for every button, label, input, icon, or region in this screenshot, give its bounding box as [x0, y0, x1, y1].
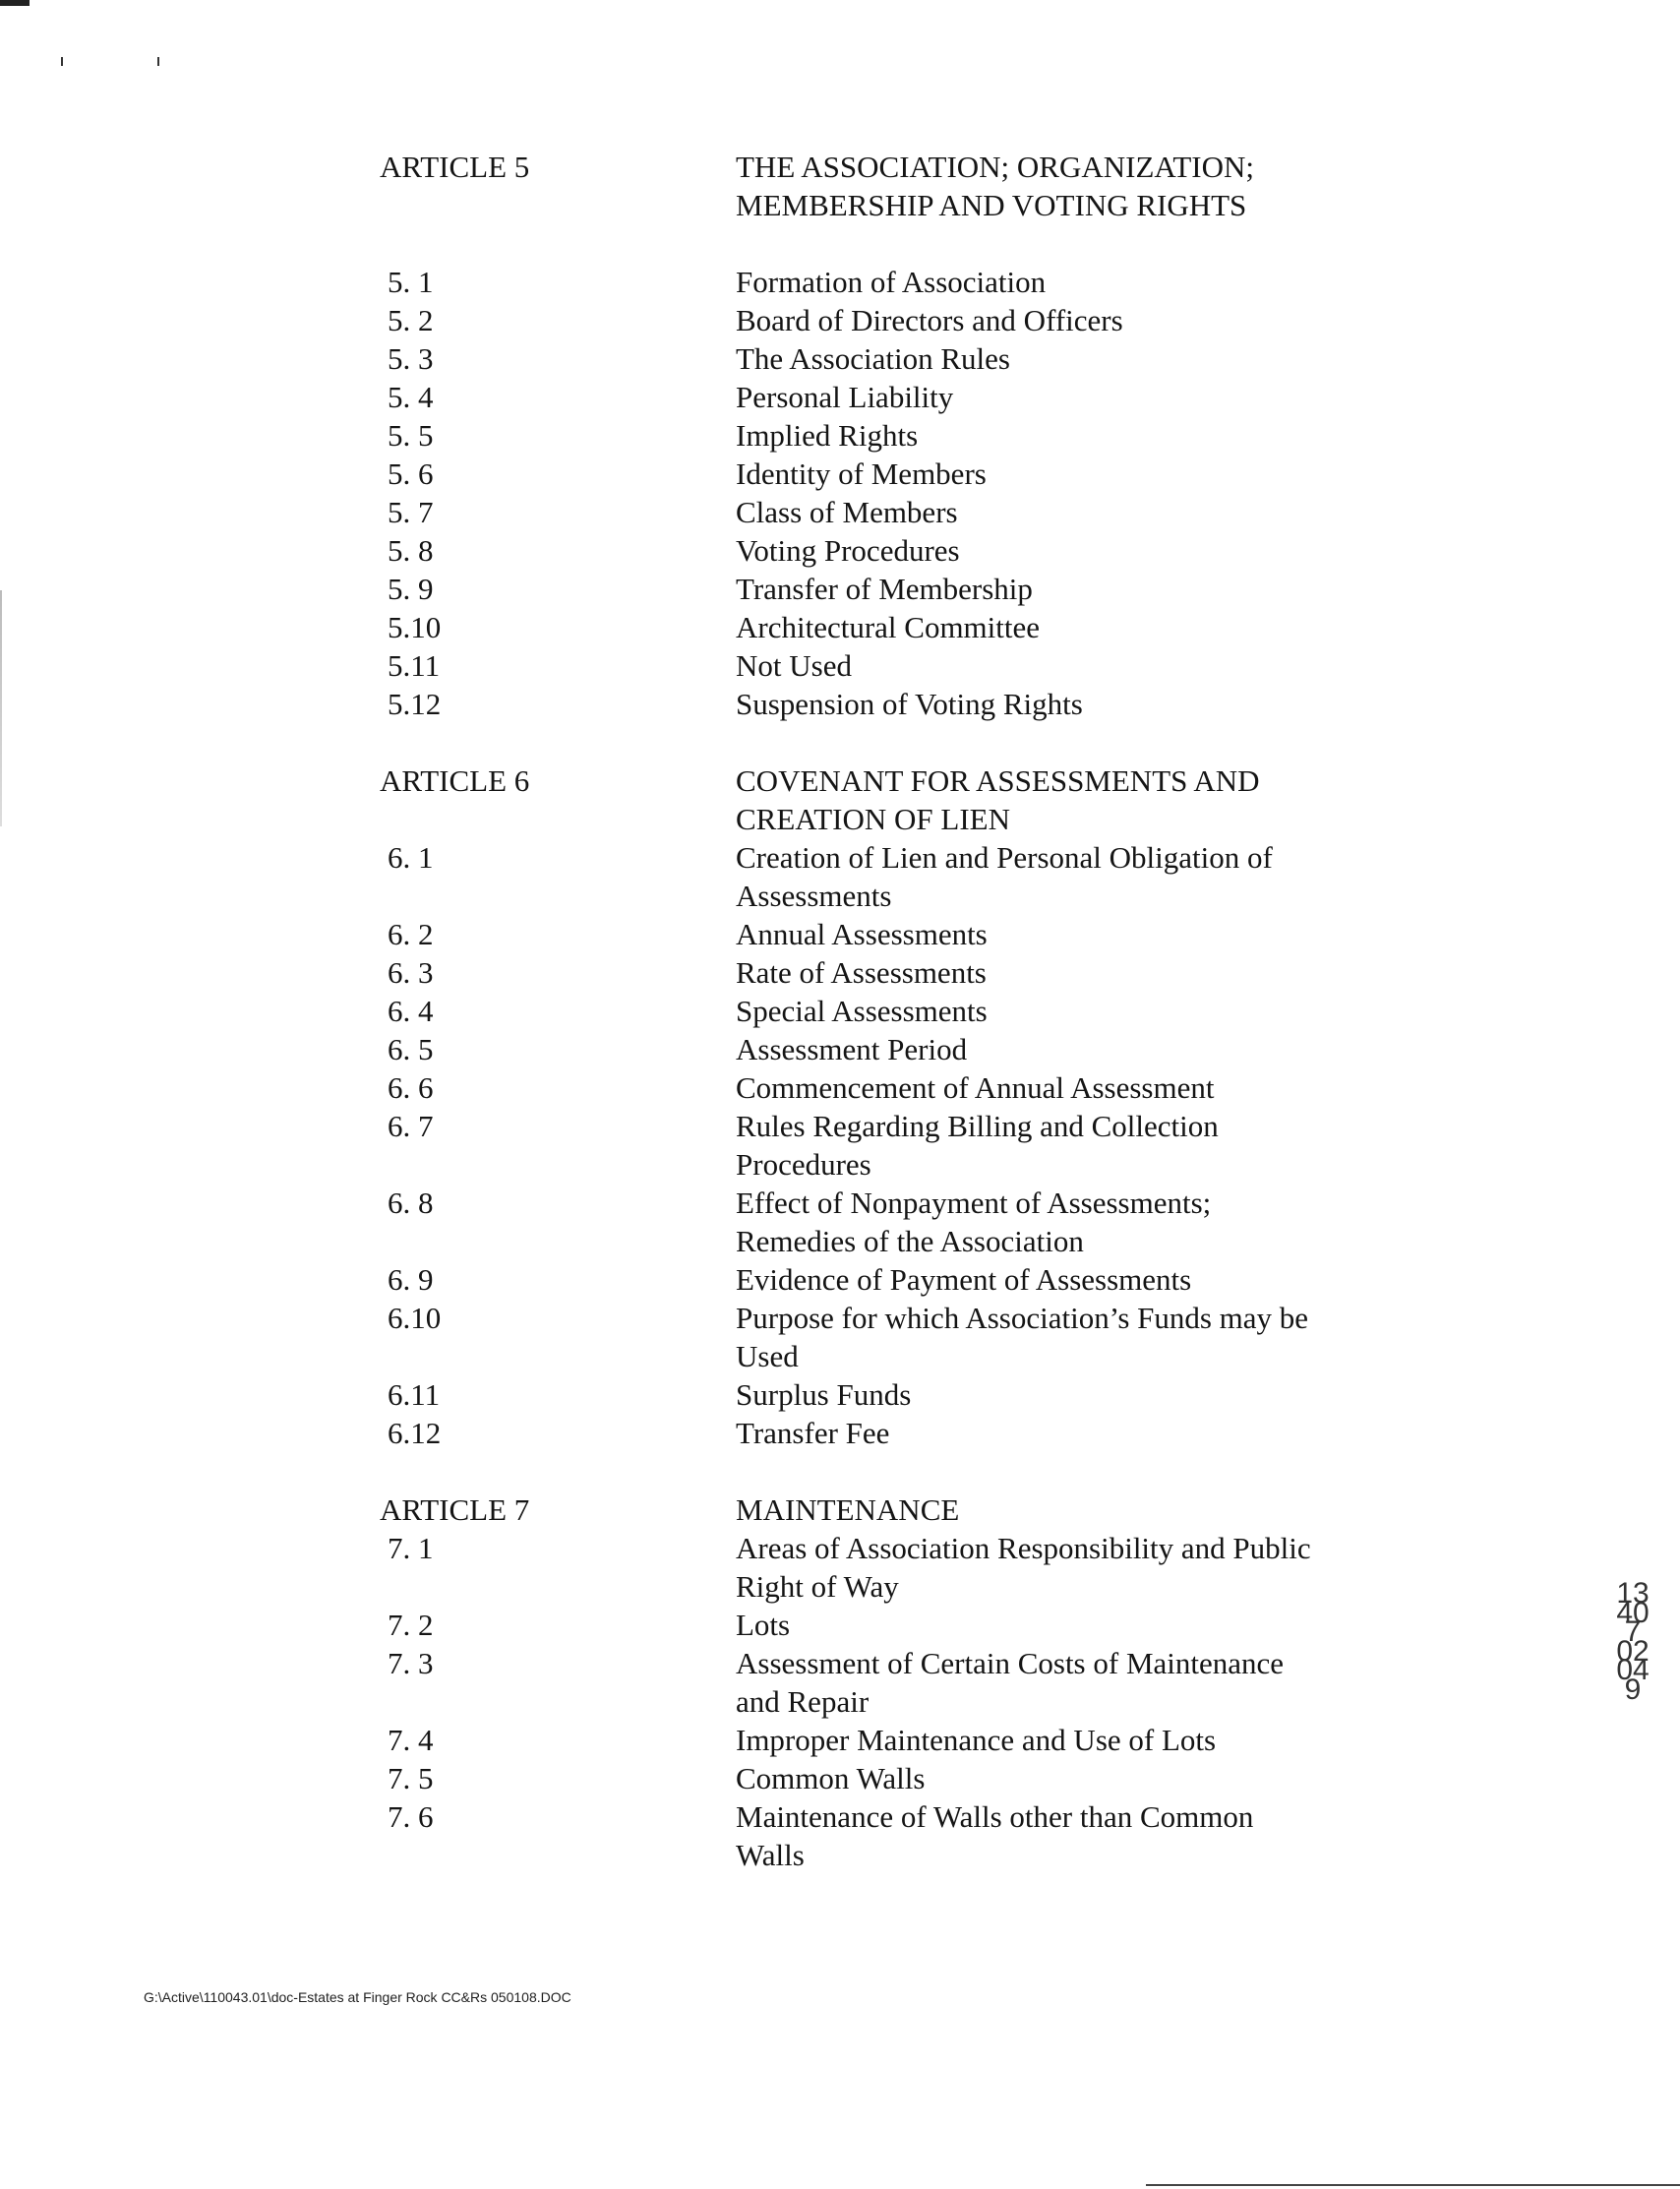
section-title: Annual Assessments [736, 917, 988, 951]
section-number: 6. 2 [388, 917, 434, 951]
section-title: Improper Maintenance and Use of Lots [736, 1723, 1217, 1757]
list-item [380, 953, 1363, 992]
section-number: 7. 4 [388, 1723, 434, 1757]
section-title: Implied Rights [736, 418, 919, 453]
article-number: ARTICLE 6 [380, 763, 530, 798]
list-item [380, 1299, 1363, 1375]
list-item [380, 1260, 1363, 1299]
section-title: Assessment of Certain Costs of Maintenance and Repair [736, 1646, 1285, 1719]
list-item [380, 1030, 1363, 1068]
list-item [380, 378, 1363, 416]
section-title: Evidence of Payment of Assessments [736, 1262, 1192, 1297]
section-number: 6. 9 [388, 1262, 434, 1297]
scan-speck [157, 57, 159, 66]
section-number: 5. 8 [388, 533, 434, 568]
list-item [380, 301, 1363, 339]
article-section [380, 1490, 1363, 1874]
section-number: 5. 7 [388, 495, 434, 529]
article-title: COVENANT FOR ASSESSMENTS AND CREATION OF LIEN [736, 763, 1260, 836]
list-item [380, 992, 1363, 1030]
document-recording-number: 13407 02049 [1616, 1577, 1650, 1706]
article-heading-row [380, 148, 1363, 224]
section-number: 6. 1 [388, 840, 434, 875]
section-title: Personal Liability [736, 380, 954, 414]
article-number: ARTICLE 7 [380, 1492, 530, 1527]
section-number: 6.12 [388, 1416, 442, 1450]
article-heading-row [380, 1490, 1363, 1529]
section-title: Rate of Assessments [736, 955, 987, 990]
article-section [380, 761, 1363, 1452]
list-item [380, 263, 1363, 301]
section-number: 5. 4 [388, 380, 434, 414]
section-number: 5. 6 [388, 456, 434, 491]
section-title: Not Used [736, 648, 852, 683]
footer-file-path: G:\Active\110043.01\doc-Estates at Finger Rock CC&Rs 050108.DOC [144, 1989, 571, 2005]
article-section [380, 148, 1363, 723]
section-number: 6. 6 [388, 1070, 434, 1105]
article-heading-row [380, 761, 1363, 838]
section-number: 6. 8 [388, 1186, 434, 1220]
section-number: 6.10 [388, 1301, 442, 1335]
list-item [380, 416, 1363, 455]
section-title: Effect of Nonpayment of Assessments; Remedies of the Association [736, 1186, 1212, 1258]
list-item [380, 1375, 1363, 1414]
section-title: Assessment Period [736, 1032, 968, 1066]
section-number: 5. 1 [388, 265, 434, 299]
section-title: Voting Procedures [736, 533, 960, 568]
list-item [380, 1184, 1363, 1260]
section-number: 7. 2 [388, 1608, 434, 1642]
section-title: Suspension of Voting Rights [736, 687, 1083, 721]
list-item [380, 838, 1363, 915]
section-title: Purpose for which Association’s Funds may be Used [736, 1301, 1309, 1373]
list-item [380, 570, 1363, 608]
section-title: Rules Regarding Billing and Collection Procedures [736, 1109, 1219, 1182]
article-title: MAINTENANCE [736, 1492, 960, 1527]
scan-mark [0, 0, 30, 6]
list-item [380, 1414, 1363, 1452]
section-number: 7. 5 [388, 1761, 434, 1795]
list-item [380, 1107, 1363, 1184]
section-number: 5.10 [388, 610, 442, 644]
list-item [380, 455, 1363, 493]
list-item [380, 1068, 1363, 1107]
section-number: 7. 1 [388, 1531, 434, 1565]
section-number: 6. 5 [388, 1032, 434, 1066]
section-number: 6. 7 [388, 1109, 434, 1143]
list-item [380, 646, 1363, 685]
list-item [380, 1606, 1363, 1644]
section-number: 7. 3 [388, 1646, 434, 1680]
section-number: 5.12 [388, 687, 442, 721]
section-number: 6. 3 [388, 955, 434, 990]
scan-edge-line [0, 590, 2, 826]
list-item [380, 1797, 1363, 1874]
article-number: ARTICLE 5 [380, 150, 530, 184]
section-number: 7. 6 [388, 1799, 434, 1834]
section-title: Commencement of Annual Assessment [736, 1070, 1215, 1105]
section-number: 5.11 [388, 648, 441, 683]
section-number: 5. 9 [388, 572, 434, 606]
article-title: THE ASSOCIATION; ORGANIZATION; MEMBERSHIP AND VOTING RIGHTS [736, 150, 1254, 222]
section-number: 5. 2 [388, 303, 434, 337]
section-title: Class of Members [736, 495, 958, 529]
spacer [380, 224, 1363, 263]
list-item [380, 1644, 1363, 1721]
section-title: Board of Directors and Officers [736, 303, 1123, 337]
section-title: Common Walls [736, 1761, 926, 1795]
list-item [380, 685, 1363, 723]
section-title: Transfer of Membership [736, 572, 1033, 606]
section-title: The Association Rules [736, 341, 1010, 376]
scan-speck [61, 57, 63, 66]
section-title: Areas of Association Responsibility and Public Right of Way [736, 1531, 1311, 1604]
list-item [380, 915, 1363, 953]
section-title: Creation of Lien and Personal Obligation of Assessments [736, 840, 1273, 913]
list-item [380, 608, 1363, 646]
table-of-contents [380, 148, 1363, 1913]
section-number: 5. 3 [388, 341, 434, 376]
section-title: Identity of Members [736, 456, 987, 491]
section-title: Maintenance of Walls other than Common Walls [736, 1799, 1254, 1872]
section-title: Formation of Association [736, 265, 1047, 299]
list-item [380, 339, 1363, 378]
list-item [380, 493, 1363, 531]
section-number: 6. 4 [388, 994, 434, 1028]
section-title: Architectural Committee [736, 610, 1041, 644]
scan-edge-line [1146, 2184, 1680, 2186]
section-title: Lots [736, 1608, 791, 1642]
section-title: Special Assessments [736, 994, 988, 1028]
section-title: Surplus Funds [736, 1377, 912, 1412]
list-item [380, 531, 1363, 570]
list-item [380, 1759, 1363, 1797]
list-item [380, 1529, 1363, 1606]
section-number: 5. 5 [388, 418, 434, 453]
list-item [380, 1721, 1363, 1759]
section-title: Transfer Fee [736, 1416, 890, 1450]
section-number: 6.11 [388, 1377, 441, 1412]
